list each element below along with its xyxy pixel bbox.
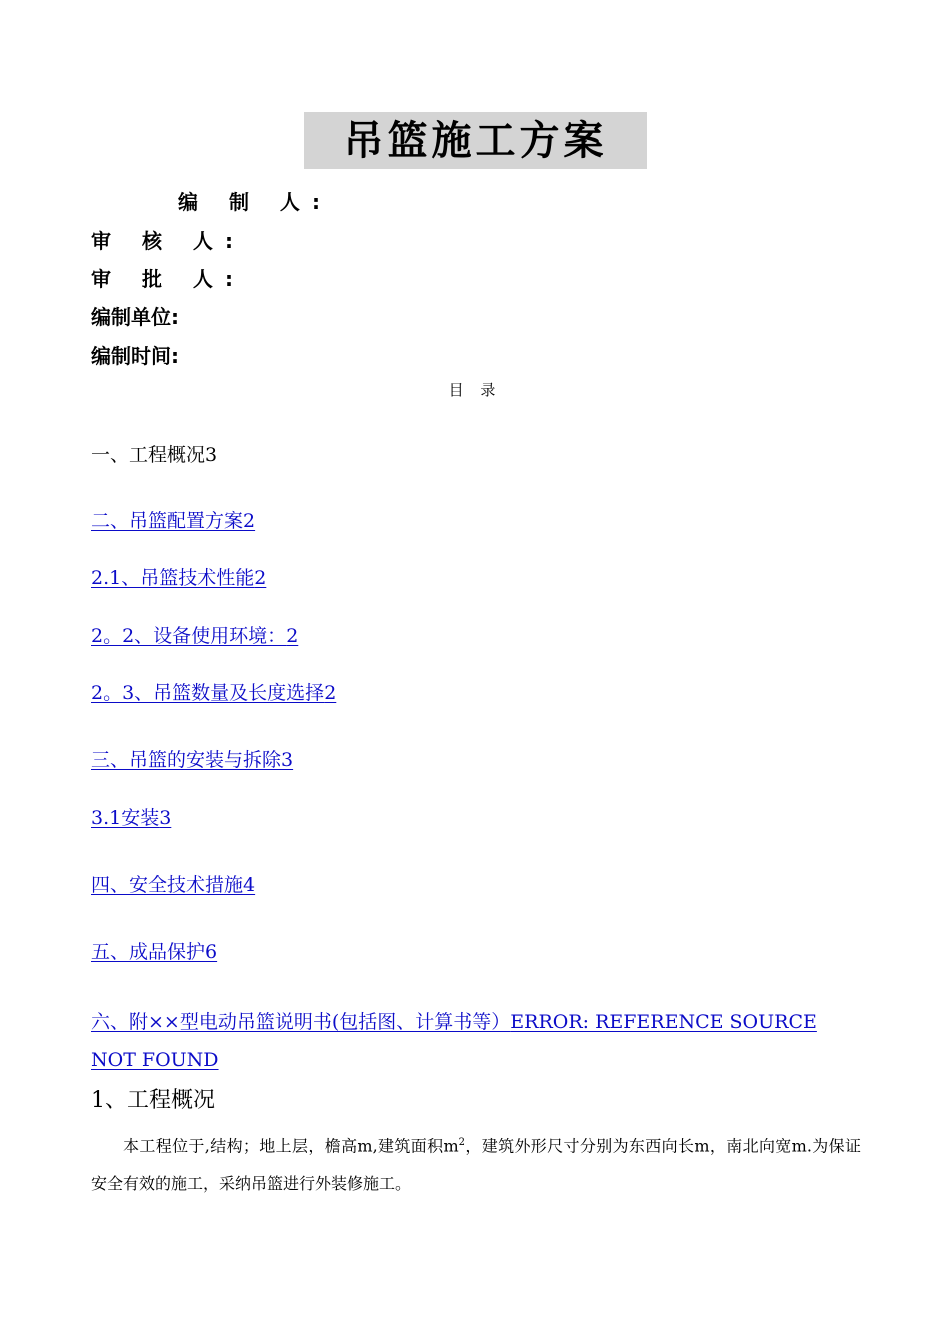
meta-label: 编制单位 (91, 305, 171, 329)
toc-item-text: 二、吊篮配置方案 (91, 510, 244, 532)
toc-item (91, 443, 217, 468)
meta-colon: : (311, 190, 320, 214)
toc-link[interactable] (91, 624, 298, 649)
section-paragraph (91, 1124, 861, 1203)
meta-approver (91, 263, 233, 292)
meta-label: 编制时间 (91, 344, 171, 368)
meta-time (91, 340, 179, 369)
meta-reviewer (91, 225, 233, 254)
meta-colon: : (224, 229, 233, 253)
toc-link[interactable] (91, 873, 255, 898)
toc-item-page: 2 (324, 682, 337, 704)
toc-link[interactable] (91, 748, 293, 773)
meta-colon: : (171, 344, 179, 368)
toc-item-page: 6 (205, 941, 218, 963)
toc-item-page: 3 (205, 444, 218, 466)
toc-item-page: 2 (243, 510, 256, 532)
section-heading: 1、工程概况 (91, 1088, 215, 1113)
toc-item-page: 3 (281, 749, 294, 771)
toc-item-page: 2 (286, 625, 299, 647)
toc-item-text: 五、成品保护 (91, 941, 206, 963)
toc-item-text: 2。2、设备使用环境： (91, 625, 287, 647)
toc-heading: 目 录 (448, 381, 502, 399)
toc-item-page: 3 (159, 807, 172, 829)
toc-item-text: 一、工程概况 (91, 444, 206, 466)
toc-item-text: 3.1安装 (91, 807, 160, 829)
meta-label: 编 制 人 (178, 190, 312, 214)
toc-link[interactable] (91, 806, 171, 831)
meta-unit (91, 301, 179, 330)
toc-item-page: 2 (254, 567, 267, 589)
title-banner (304, 112, 647, 169)
toc-link[interactable] (91, 566, 266, 591)
superscript: 2 (458, 1137, 466, 1148)
toc-link[interactable] (91, 681, 336, 706)
toc-item-text: 2.1、吊篮技术性能 (91, 567, 255, 589)
toc-item-page: ERROR: REFERENCE SOURCE NOT FOUND (91, 1011, 817, 1071)
meta-colon: : (171, 305, 179, 329)
meta-label: 审 核 人 (91, 229, 225, 253)
paragraph-text: 本工程位于,结构；地上层，檐高m,建筑面积m (123, 1136, 459, 1156)
toc-item-page: 4 (243, 874, 256, 896)
toc-link[interactable] (91, 1003, 861, 1079)
meta-colon: : (224, 267, 233, 291)
toc-item-text: 六、附××型电动吊篮说明书(包括图、计算书等） (91, 1011, 511, 1033)
toc-link[interactable] (91, 509, 255, 534)
toc-item-text: 四、安全技术措施 (91, 874, 244, 896)
meta-compiler (178, 186, 320, 215)
toc-item-text: 2。3、吊篮数量及长度选择 (91, 682, 325, 704)
toc-item-text: 三、吊篮的安装与拆除 (91, 749, 282, 771)
toc-link[interactable] (91, 940, 217, 965)
meta-label: 审 批 人 (91, 267, 225, 291)
paragraph-text: ，建筑外形尺寸分别为东西向长m，南北向宽m.为保证安全有效的施工，采纳吊篮进行外装修施工。 (91, 1136, 861, 1194)
document-title: 吊篮施工方案 (343, 117, 608, 164)
